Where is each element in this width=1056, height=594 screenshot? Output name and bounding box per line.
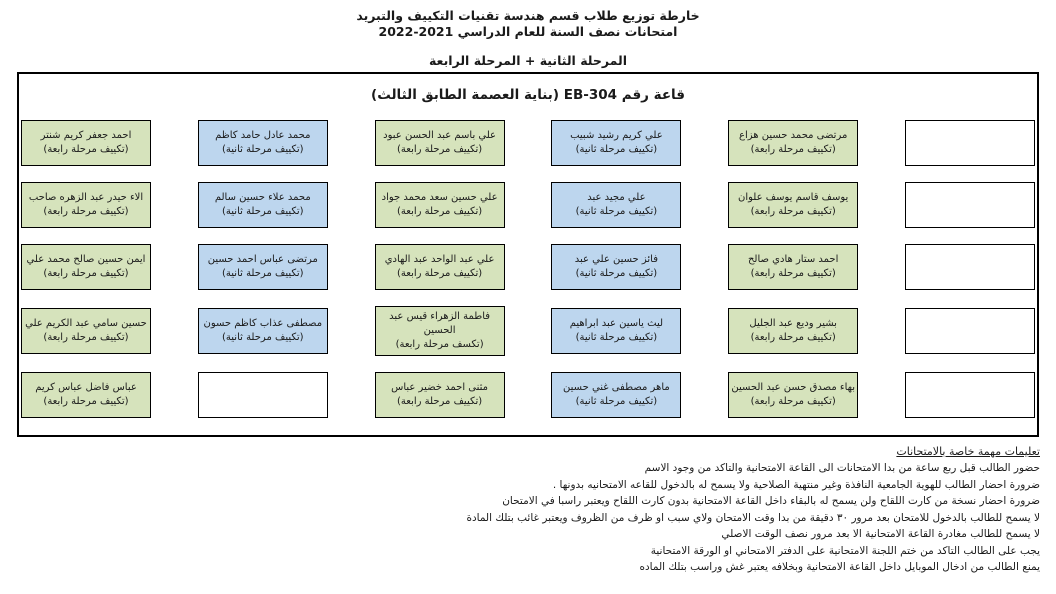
student-stage: (تكييف مرحلة رابعة) (750, 144, 836, 155)
seat-card (21, 308, 151, 354)
seat-card (375, 372, 505, 418)
document-title: خارطة توزيع طلاب قسم هندسة تقنيات التكييف والتبريد (356, 8, 700, 23)
student-name: ليث ياسين عبد ابراهيم (569, 318, 664, 329)
student-name: مرتضى محمد حسين هزاع (739, 130, 848, 141)
seat-card (198, 244, 328, 290)
student-stage: (تكييف مرحلة ثانية) (575, 268, 658, 279)
seat-card (551, 244, 681, 290)
room-seating-box (17, 72, 1039, 437)
student-name: علي مجيد عبد (587, 192, 646, 203)
student-name: علي عبد الواحد عبد الهادي (384, 254, 495, 265)
student-name: مرتضى عباس احمد حسين (207, 254, 318, 265)
student-name: ماهر مصطفى غني حسين (563, 382, 670, 393)
instruction-line: يجب على الطالب التاكد من ختم اللجنة الامتحانية على الدفتر الامتحاني او الورقة الامتحانية (650, 544, 1040, 557)
student-stage: (تكسف مرحلة رابعة) (395, 339, 484, 350)
seat-card (728, 120, 858, 166)
seating-row-3 (21, 244, 1035, 290)
seat-card (728, 244, 858, 290)
student-name: احمد ستار هادي صالح (747, 254, 839, 265)
seating-grid (19, 120, 1037, 418)
student-stage: (تكييف مرحلة رابعة) (397, 206, 483, 217)
student-name: محمد عادل حامد كاظم (215, 130, 311, 141)
instruction-line: حضور الطالب قبل ربع ساعة من بدا الامتحانات الى القاعة الامتحانية والتاكد من وجود الاسم (644, 462, 1040, 474)
student-name: الاء حيدر عبد الزهره صاحب (28, 192, 144, 203)
student-name: حسين سامي عبد الكريم علي (25, 318, 147, 329)
seat-card (728, 372, 858, 418)
seating-row-4 (21, 306, 1035, 356)
seat-card (375, 120, 505, 166)
student-stage: (تكييف مرحلة رابعة) (750, 332, 836, 343)
instructions-heading: تعليمات مهمة خاصة بالامتحانات (896, 445, 1040, 458)
student-stage: (تكييف مرحلة رابعة) (750, 268, 836, 279)
instruction-line: يمنع الطالب من ادخال الموبايل داخل القاعة الامتحانية وبخلافه يعتبر غش وراسب بتلك الماده (639, 561, 1040, 573)
student-name: محمد علاء حسين سالم (214, 192, 311, 203)
exam-instructions (16, 443, 1040, 576)
empty-seat-card (905, 308, 1035, 354)
seating-row-1 (21, 120, 1035, 166)
student-name: مصطفى عذاب كاظم حسون (203, 318, 323, 329)
room-title: قاعة رقم EB-304 (بناية العصمة الطابق الثالث) (371, 87, 685, 103)
student-name: ايمن حسين صالح محمد علي (26, 254, 146, 265)
instruction-line: لا يسمح للطالب بالدخول للامتحان بعد مرور ٣٠ دقيقة من بدا وقت الامتحان ولاي سبب او ظرف من الظروف ويعتبر غائب بتلك المادة (466, 511, 1040, 524)
empty-seat-card (905, 120, 1035, 166)
seat-card (375, 182, 505, 228)
seat-card (198, 120, 328, 166)
empty-seat-card (198, 372, 328, 418)
student-name: بشير وديع عبد الجليل (749, 318, 837, 329)
instruction-line: ضرورة احضار نسخة من كارت اللقاح ولن يسمح له بالبقاء داخل القاعة الامتحانية بدون كارت اللقاح ويعتبر راسبا في الامتحان (502, 495, 1040, 507)
student-name: علي باسم عبد الحسن عبود (383, 130, 497, 141)
instruction-line: لا يسمح للطالب مغادرة القاعة الامتحانية الا بعد مرور نصف الوقت الاصلي (721, 528, 1040, 540)
student-stage: (تكييف مرحلة رابعة) (397, 396, 483, 407)
student-name: عباس فاضل عباس كريم (35, 382, 137, 393)
student-stage: (تكييف مرحلة ثانية) (222, 332, 304, 343)
seat-card (375, 244, 505, 290)
student-stage: (تكييف مرحلة رابعة) (750, 206, 836, 217)
student-stage: (تكييف مرحلة رابعة) (43, 206, 129, 217)
seating-row-5 (21, 372, 1035, 418)
student-stage: (تكييف مرحلة رابعة) (397, 268, 483, 279)
student-name: مثنى احمد خضير عباس (391, 382, 489, 393)
stages-line: المرحلة الثانية + المرحلة الرابعة (428, 53, 628, 68)
seat-card (21, 372, 151, 418)
instruction-line: ضرورة احضار الطالب للهوية الجامعية النافذة وغير منتهية الصلاحية ولا يسمح له بالدخول للقاعه الامتحانيه بدونها . (552, 478, 1040, 491)
empty-seat-card (905, 182, 1035, 228)
student-stage: (تكييف مرحلة رابعة) (750, 396, 836, 407)
seat-card (728, 308, 858, 354)
seat-card (551, 182, 681, 228)
student-stage: (تكييف مرحلة ثانية) (575, 332, 658, 343)
seat-card (551, 308, 681, 354)
empty-seat-card (905, 244, 1035, 290)
student-stage: (تكييف مرحلة ثانية) (575, 206, 658, 217)
empty-seat-card (905, 372, 1035, 418)
seat-card (728, 182, 858, 228)
student-name: علي حسين سعد محمد جواد (381, 192, 498, 203)
seat-card (198, 182, 328, 228)
seat-card (198, 308, 328, 354)
seating-row-2 (21, 182, 1035, 228)
student-stage: (تكييف مرحلة رابعة) (43, 396, 129, 407)
student-stage: (تكييف مرحلة رابعة) (43, 332, 129, 343)
student-stage: (تكييف مرحلة ثانية) (222, 206, 304, 217)
seat-card (21, 182, 151, 228)
student-name: فائز حسين علي عبد (574, 254, 659, 265)
student-stage: (تكييف مرحلة رابعة) (43, 268, 129, 279)
student-name: يوسف قاسم يوسف علوان (738, 192, 849, 203)
seat-card (21, 120, 151, 166)
student-name: احمد جعفر كريم شنتر (40, 130, 132, 141)
student-stage: (تكييف مرحلة ثانية) (222, 268, 304, 279)
student-stage: (تكييف مرحلة ثانية) (575, 144, 658, 155)
seat-card (551, 372, 681, 418)
student-stage: (تكييف مرحلة ثانية) (575, 396, 658, 407)
document-header (0, 0, 1056, 68)
student-name: علي كريم رشيد شبيب (570, 130, 663, 141)
document-subtitle: امتحانات نصف السنة للعام الدراسي 2021-2022 (378, 24, 678, 39)
seat-card (21, 244, 151, 290)
student-name: بهاء مصدق حسن عبد الحسين (731, 382, 856, 393)
student-stage: (تكييف مرحلة رابعة) (43, 144, 129, 155)
seat-card (375, 306, 505, 356)
student-name: فاطمة الزهراء قيس عبد الحسين (389, 311, 491, 336)
seat-card (551, 120, 681, 166)
student-stage: (تكييف مرحلة ثانية) (222, 144, 304, 155)
student-stage: (تكييف مرحلة رابعة) (397, 144, 483, 155)
